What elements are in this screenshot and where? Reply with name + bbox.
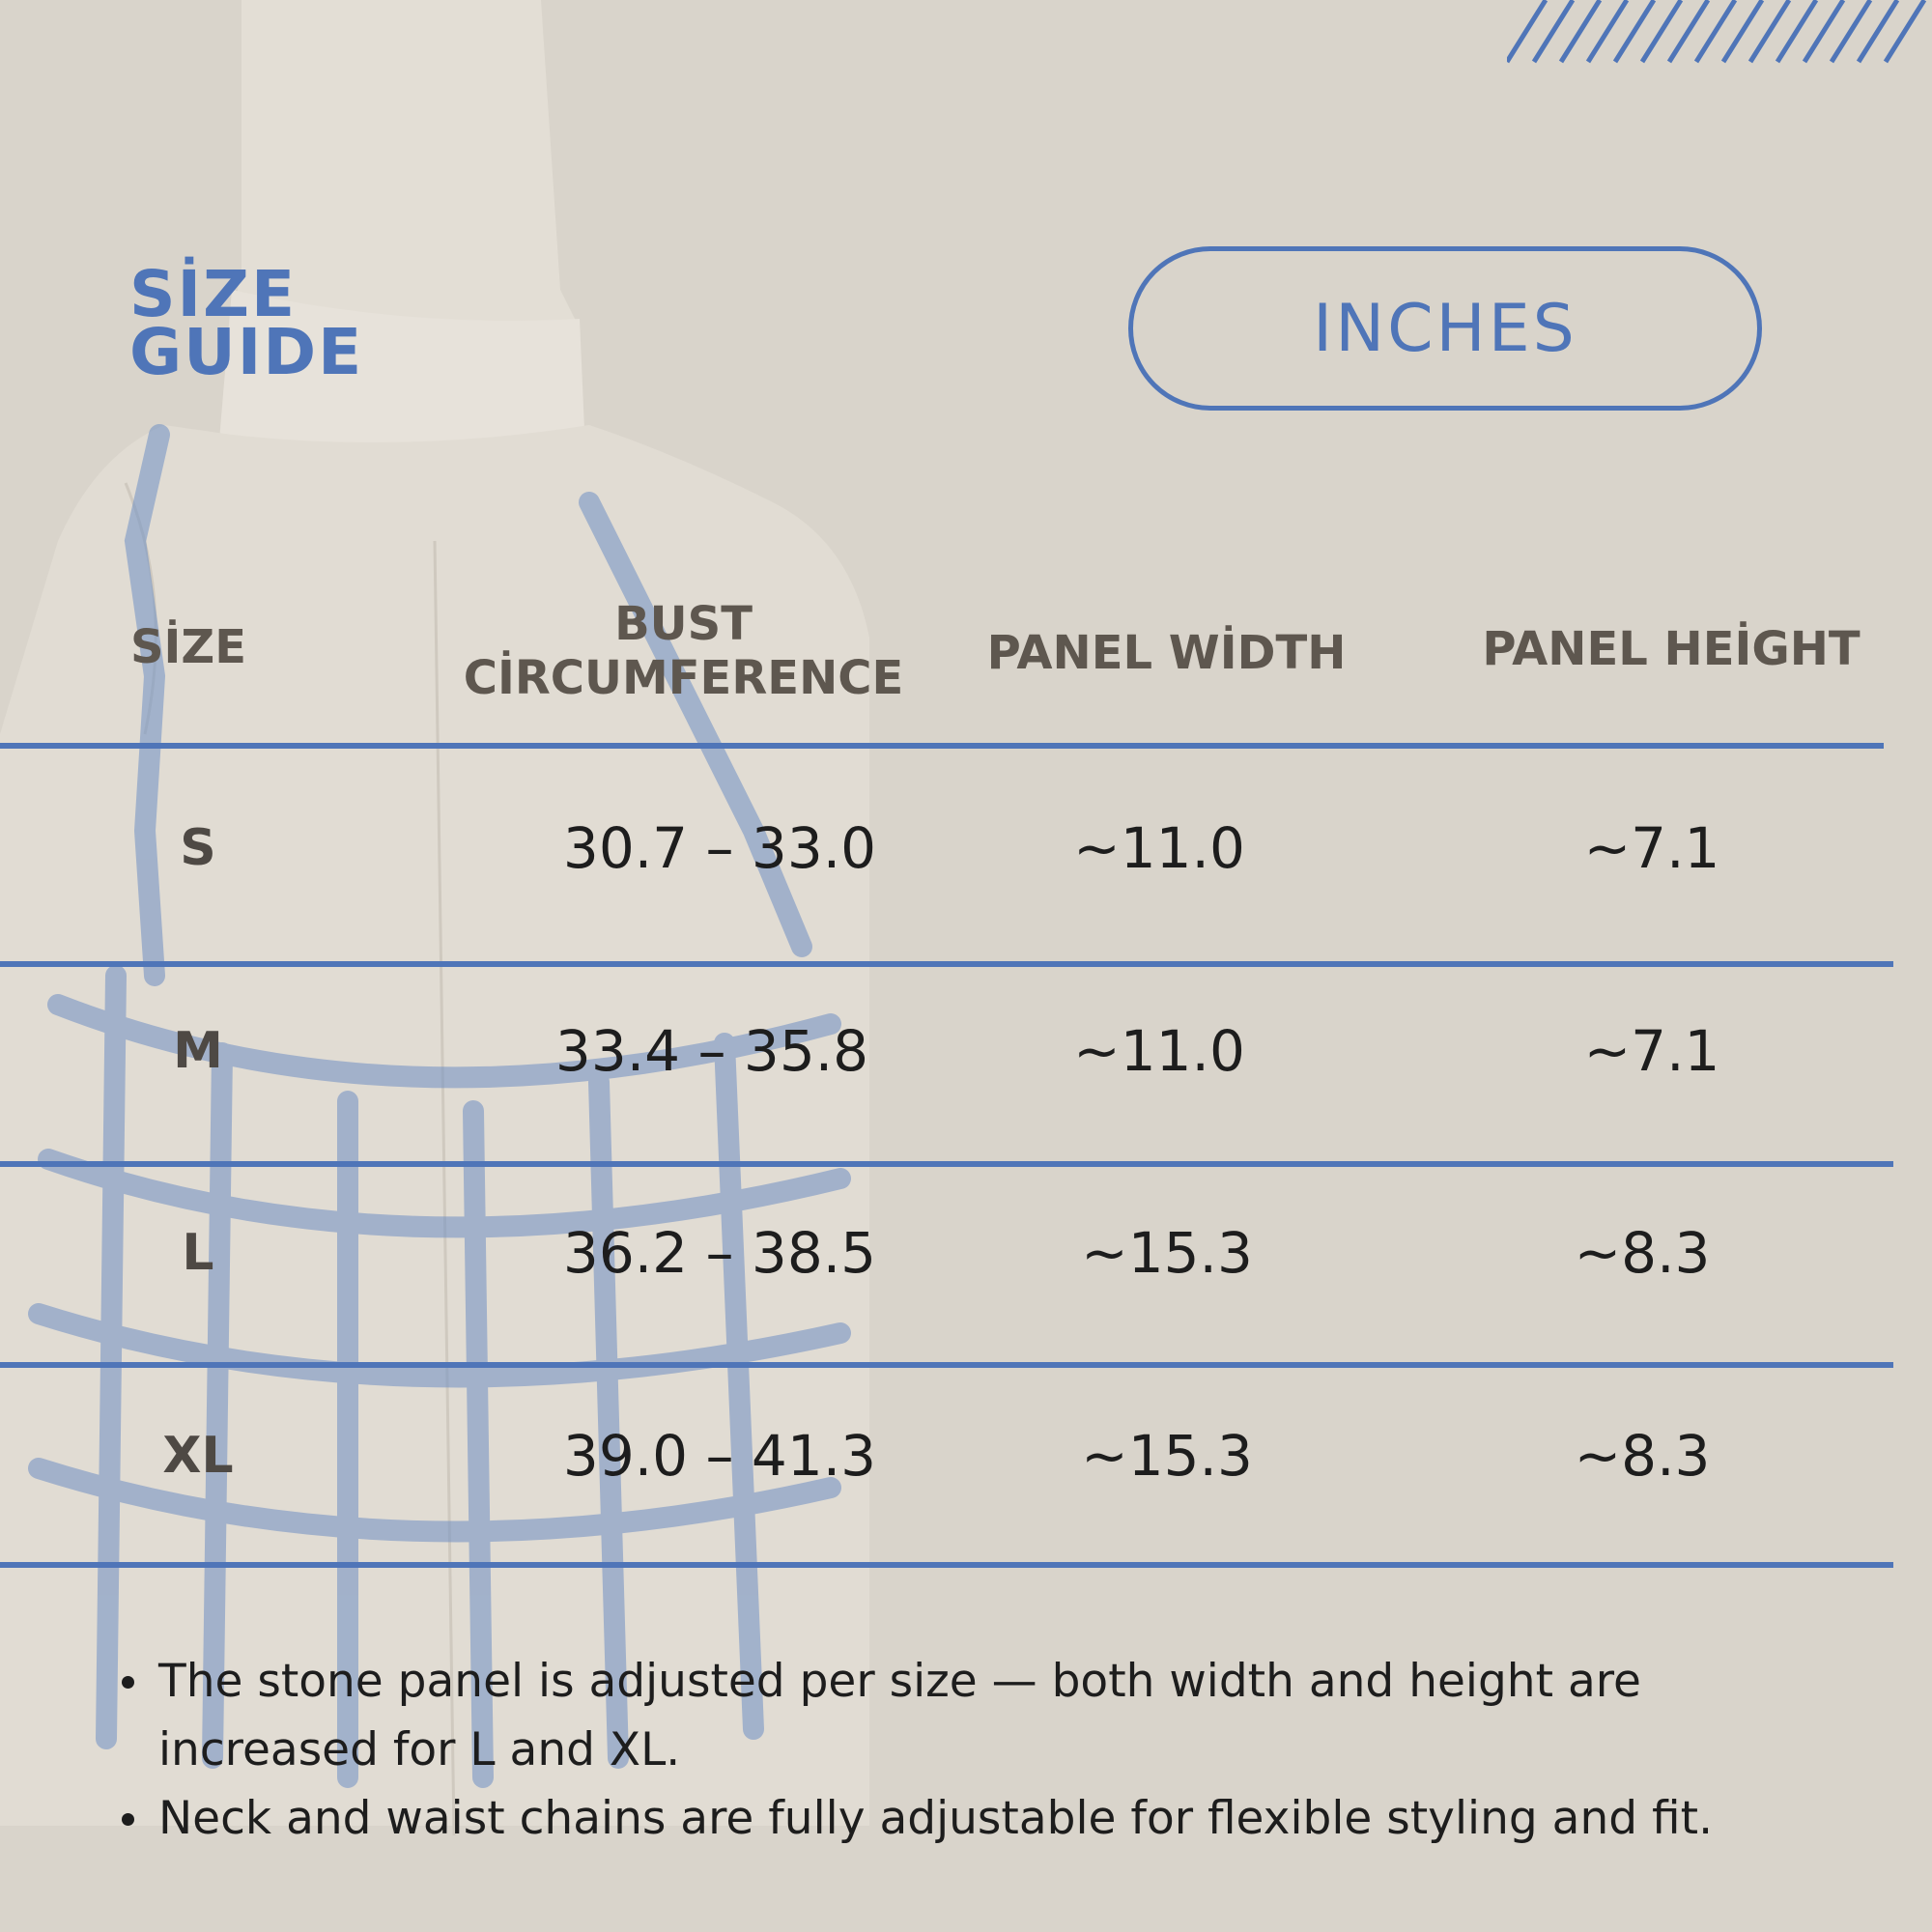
bust-cell: 30.7 – 33.0 (562, 815, 877, 881)
column-header-panel-width: PANEL WİDTH (986, 626, 1347, 680)
size-cell: XL (162, 1427, 234, 1485)
column-header-bust-line1: BUST (614, 597, 753, 651)
size-cell: L (182, 1224, 214, 1282)
notes-list (114, 1647, 1859, 1853)
table-rule (0, 1562, 1893, 1568)
unit-label: INCHES (1313, 290, 1577, 367)
note-item: The stone panel is adjusted per size — both width and height are increased for L and XL. (158, 1647, 1859, 1784)
title-line-guide: GUIDE (129, 315, 364, 389)
table-rule-header (0, 743, 1884, 749)
panel-width-cell: ~15.3 (1081, 1220, 1253, 1286)
bust-cell: 36.2 – 38.5 (562, 1220, 877, 1286)
bust-cell: 33.4 – 35.8 (554, 1018, 869, 1084)
panel-height-cell: ~8.3 (1574, 1423, 1711, 1489)
title-line-size: SİZE (129, 257, 298, 331)
panel-height-cell: ~8.3 (1574, 1220, 1711, 1286)
panel-width-cell: ~11.0 (1073, 1018, 1245, 1084)
size-cell: S (180, 819, 216, 877)
column-header-bust-line2: CİRCUMFERENCE (463, 651, 904, 705)
bust-cell: 39.0 – 41.3 (562, 1423, 877, 1489)
note-item: Neck and waist chains are fully adjustable for flexible styling and fit. (158, 1784, 1859, 1853)
table-rule (0, 1161, 1893, 1167)
page-title (129, 257, 364, 389)
panel-width-cell: ~11.0 (1073, 815, 1245, 881)
table-rule (0, 1362, 1893, 1368)
panel-height-cell: ~7.1 (1583, 815, 1720, 881)
panel-width-cell: ~15.3 (1081, 1423, 1253, 1489)
unit-badge (1128, 246, 1762, 411)
diagonal-hatch-decoration (1507, 0, 1932, 68)
column-header-bust (444, 597, 923, 705)
column-header-panel-height: PANEL HEİGHT (1482, 622, 1861, 676)
size-cell: M (173, 1022, 223, 1080)
table-rule (0, 961, 1893, 967)
column-header-size: SİZE (129, 620, 247, 674)
panel-height-cell: ~7.1 (1583, 1018, 1720, 1084)
